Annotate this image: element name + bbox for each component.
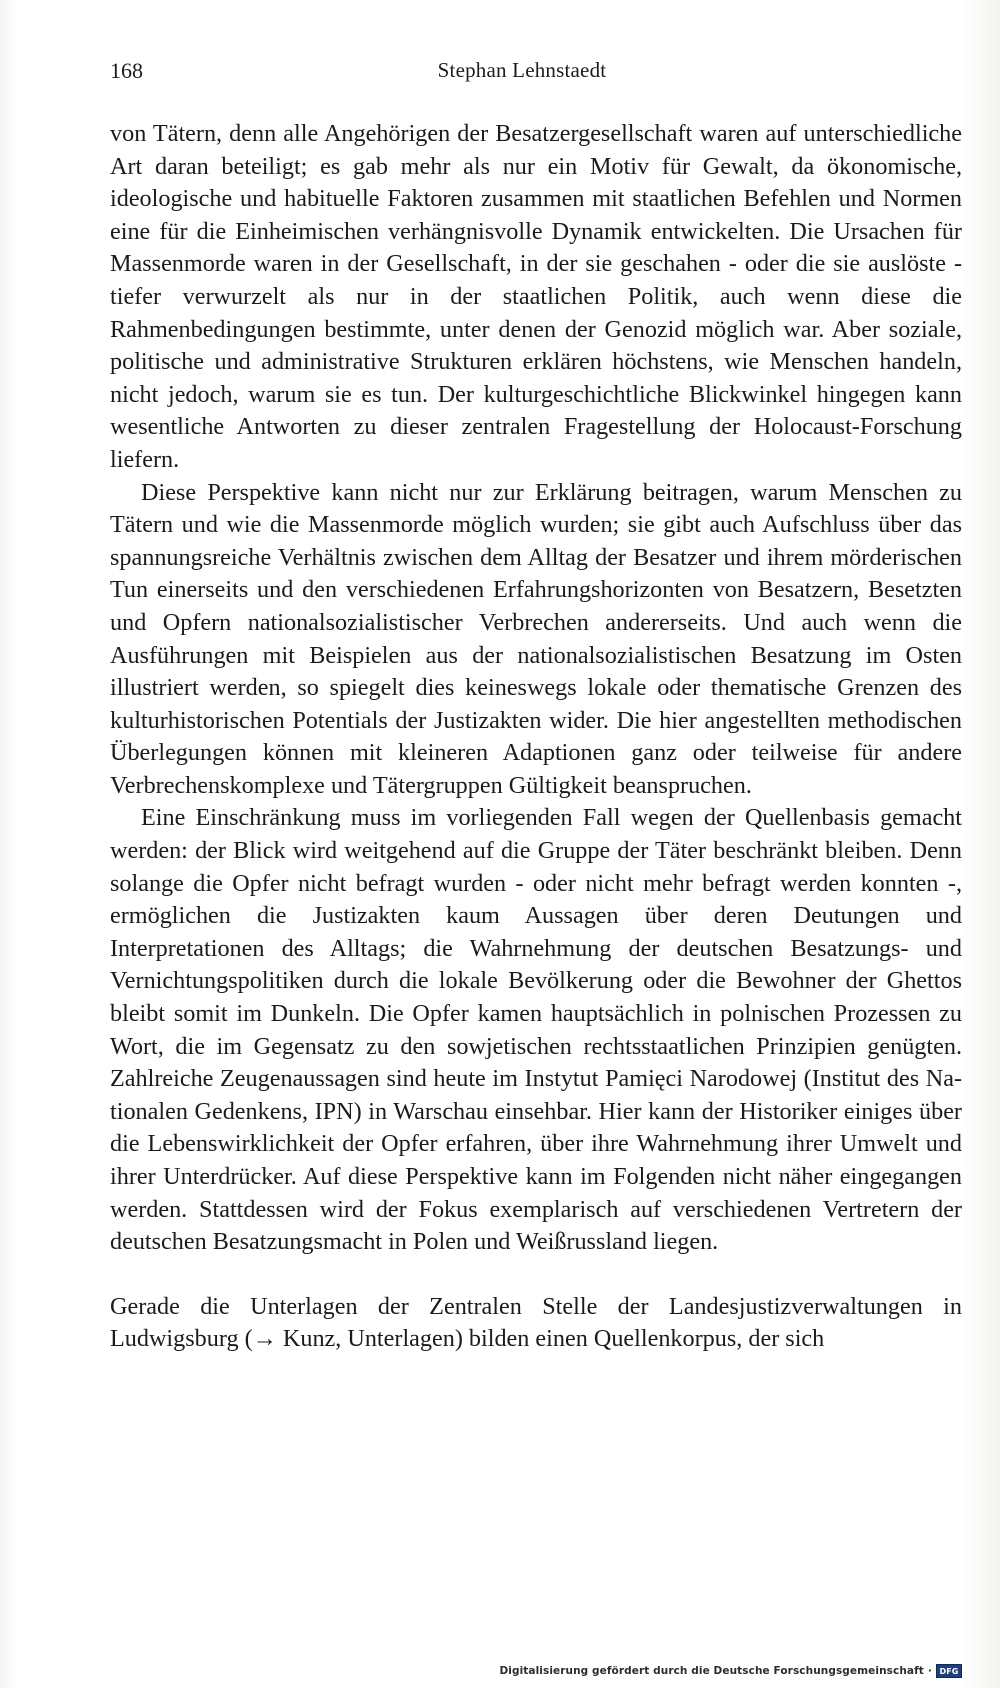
paragraph-1: von Tätern, denn alle Angehörigen der Besatzergesellschaft waren auf unterschiedliche Art daran beteiligt; es gab mehr als nur ein Motiv für Gewalt, da ökonomische, ideologische und habituelle Faktoren zusammen mit staatlichen Befehlen und Normen eine für die Einheimischen verhängnisvolle Dynamik entwickelten. Die Ursachen für Massenmorde waren in der Gesellschaft, in der sie geschahen - oder die sie auslöste - tiefer verwurzelt als nur in der staatlichen Politik, auch wenn diese die Rahmenbedingungen bestimmte, unter denen der Genozid möglich war. Aber soziale, politische und administrative Strukturen erklären höchstens, wie Menschen handeln, nicht jedoch, warum sie es tun. Der kulturgeschichtliche Blickwinkel hingegen kann wesentliche Antworten zu dieser zentralen Fragestellung der Holocaust-Forschung liefern. [110,120,962,473]
digitization-credit [499,1664,962,1678]
dot-separator: · [927,1665,932,1677]
dfg-logo-icon: DFG [936,1664,962,1678]
body-text [110,118,962,1356]
running-head-author: Stephan Lehnstaedt [437,58,607,82]
paragraph-3: Eine Einschränkung muss im vorliegenden Fall wegen der Quellenbasis gemacht werden: der Blick wird weitgehend auf die Gruppe der Täter beschränkt bleiben. Denn solange die Opfer nicht befragt wurden - oder nicht mehr befragt werden konnten -, ermöglichen die Justizakten kaum Aussagen über deren Deutungen und Interpretationen des Alltags; die Wahrnehmung der deutschen Besatzungs- und Vernichtungspolitiken durch die lokale Bevölkerung oder die Bewohner der Ghettos bleibt somit im Dunkeln. Die Opfer kamen hauptsächlich in polnischen Prozessen zu Wort, die im Gegensatz zu den sowjetischen rechtsstaatlichen Prinzipien genügten. Zahlreiche Zeugenaussagen sind heute im Instytut Pamięci Narodowej (Institut des Nationalen Gedenkens, IPN) in Warschau einsehbar. Hier kann der Historiker einiges über die Lebenswirklichkeit der Opfer erfahren, über ihre Wahrnehmung ihrer Umwelt und ihrer Unterdrücker. Auf diese Perspektive kann im Folgenden nicht näher eingegangen werden. Stattdessen wird der Fokus exemplarisch auf verschiedenen Vertretern der deutschen Besatzungsmacht in Polen und Weißrussland liegen. [110,804,962,1256]
page-number: 168 [110,58,143,83]
paragraph-4: Gerade die Unterlagen der Zentralen Stelle der Landesjustizverwaltungen in Ludwigsburg (→ Kunz, Unterlagen) bilden einen Quellenkorpus, der sich [110,1292,962,1353]
running-head [110,58,870,92]
digitization-credit-text: Digitalisierung gefördert durch die Deutsche Forschungsgemeinschaft [499,1665,924,1677]
paragraph-2: Diese Perspektive kann nicht nur zur Erklärung beitragen, warum Menschen zu Tätern und wie die Massenmorde möglich wurden; sie gibt auch Aufschluss über das spannungsreiche Verhältnis zwischen dem Alltag der Besatzer und ihrem mörderischen Tun einerseits und den verschiedenen Erfahrungshorizonten von Besatzern, Besetzten und Opfern nationalsozialistischer Verbrechen andererseits. Und auch wenn die Ausführungen mit Beispielen aus der nationalsozialistischen Besatzung im Osten illustriert werden, so spiegelt dies keineswegs lokale oder thematische Grenzen des kulturhistorischen Potentials der Justizakten wider. Die hier angestellten methodischen Überlegungen können mit kleineren Adaptionen ganz oder teilweise für andere Verbrechenskomplexe und Tätergruppen Gültigkeit beanspruchen. [110,478,962,799]
